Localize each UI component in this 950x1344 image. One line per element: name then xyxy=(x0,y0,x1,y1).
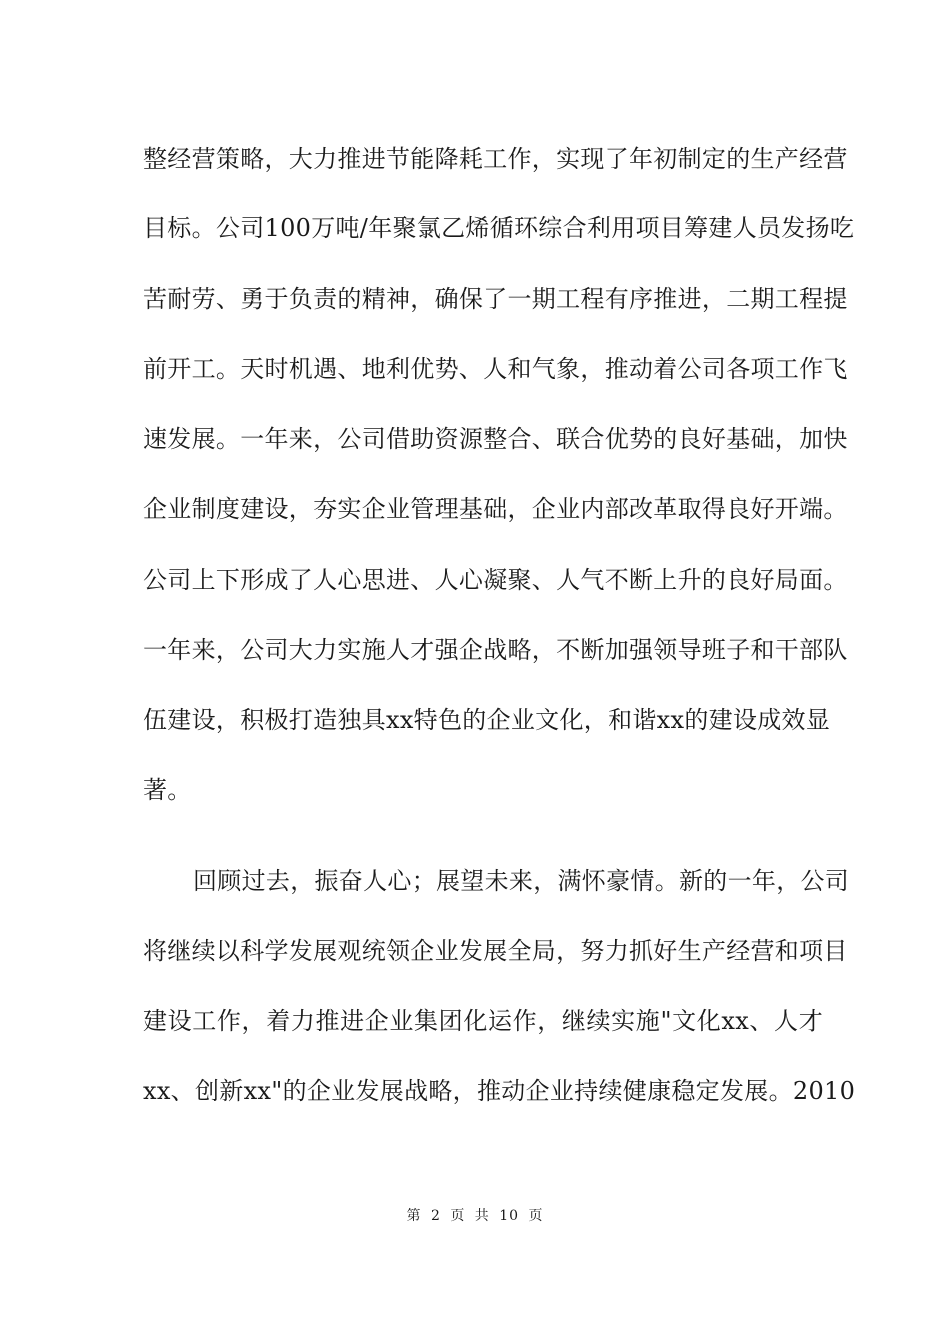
paragraph-line: 回顾过去，振奋人心；展望未来，满怀豪情。新的一年，公司 xyxy=(193,867,850,895)
paragraph-line: 苦耐劳、勇于负责的精神，确保了一期工程有序推进，二期工程提 xyxy=(143,285,848,313)
paragraph-line: 建设工作，着力推进企业集团化运作，继续实施"文化xx、人才 xyxy=(143,1007,823,1035)
footer-ye2: 页 xyxy=(528,1208,544,1224)
paragraph-line: 伍建设，积极打造独具xx特色的企业文化，和谐xx的建设成效显 xyxy=(143,706,831,734)
footer-total-pages: 10 xyxy=(499,1208,520,1224)
page-footer xyxy=(0,1206,950,1226)
footer-gong: 共 xyxy=(474,1208,490,1224)
paragraph-line: 一年来，公司大力实施人才强企战略，不断加强领导班子和干部队 xyxy=(143,636,848,664)
paragraph-line: 著。 xyxy=(143,776,192,804)
footer-ye: 页 xyxy=(450,1208,466,1224)
paragraph-line: 目标。公司100万吨/年聚氯乙烯循环综合利用项目筹建人员发扬吃 xyxy=(143,214,855,242)
paragraph-line: 前开工。天时机遇、地利优势、人和气象，推动着公司各项工作飞 xyxy=(143,355,848,383)
paragraph-line: 整经营策略，大力推进节能降耗工作，实现了年初制定的生产经营 xyxy=(143,145,848,173)
footer-page-number: 2 xyxy=(430,1208,441,1224)
paragraph-line: xx、创新xx"的企业发展战略，推动企业持续健康稳定发展。2010 xyxy=(143,1077,856,1105)
paragraph-line: 将继续以科学发展观统领企业发展全局，努力抓好生产经营和项目 xyxy=(143,937,848,965)
footer-di: 第 xyxy=(406,1208,422,1224)
paragraph-line: 公司上下形成了人心思进、人心凝聚、人气不断上升的良好局面。 xyxy=(143,566,848,594)
paragraph-line: 企业制度建设，夯实企业管理基础，企业内部改革取得良好开端。 xyxy=(143,495,848,523)
paragraph-line: 速发展。一年来，公司借助资源整合、联合优势的良好基础，加快 xyxy=(143,425,848,453)
